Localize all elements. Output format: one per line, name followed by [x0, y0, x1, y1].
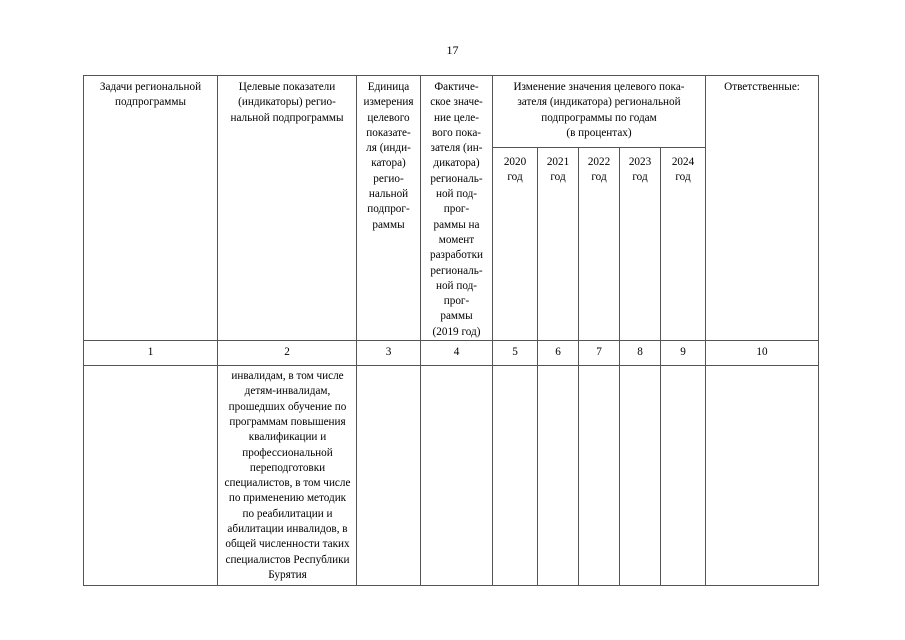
cell-indicators: инвалидам, в том числе детям-инвалидам, прошедших обучение по программам повышения квалификации и профессиональной переподготовки специалистов, в том числе по применению методик по реабилитации и абилитации инвалидов, в общей численности таких специалистов Республики Бурятия: [218, 366, 357, 586]
header-year-2021: 2021 год: [538, 148, 579, 341]
column-number: 10: [706, 341, 819, 366]
header-change-group: Изменение значения целевого пока- зателя (индикатора) региональной подпрограммы по годам (в процентах): [493, 76, 706, 148]
cell-2021: [538, 366, 579, 586]
page-number: 17: [446, 43, 459, 57]
column-number: 9: [661, 341, 706, 366]
column-number: 4: [421, 341, 493, 366]
header-unit: Единица измерения целевого показате- ля (инди- катора) регио- нальной подпрог- раммы: [357, 76, 421, 341]
cell-2020: [493, 366, 538, 586]
column-number: 6: [538, 341, 579, 366]
cell-2022: [579, 366, 620, 586]
header-year-2024: 2024 год: [661, 148, 706, 341]
column-number: 1: [84, 341, 218, 366]
column-number: 7: [579, 341, 620, 366]
cell-unit: [357, 366, 421, 586]
column-number: 8: [620, 341, 661, 366]
column-number: 2: [218, 341, 357, 366]
header-responsible: Ответственные:: [706, 76, 819, 341]
table-row: [84, 366, 819, 586]
column-number: 5: [493, 341, 538, 366]
cell-2023: [620, 366, 661, 586]
header-actual-value: Фактиче- ское значе- ние целе- вого пока- зателя (ин- дикатора) региональ- ной под- прог- раммы на момент разработки региональ- ной под- прог- раммы (2019 год): [421, 76, 493, 341]
cell-actual-value: [421, 366, 493, 586]
column-numbers-row: [84, 341, 819, 366]
header-indicators: Целевые показатели (индикаторы) регио- нальной подпрограммы: [218, 76, 357, 341]
cell-2024: [661, 366, 706, 586]
header-tasks: Задачи региональной подпрограммы: [84, 76, 218, 341]
header-year-2022: 2022 год: [579, 148, 620, 341]
column-number: 3: [357, 341, 421, 366]
header-year-2020: 2020 год: [493, 148, 538, 341]
cell-responsible: [706, 366, 819, 586]
header-year-2023: 2023 год: [620, 148, 661, 341]
target-indicators-table: [83, 75, 819, 586]
header-row-1: [84, 76, 819, 148]
cell-tasks: [84, 366, 218, 586]
